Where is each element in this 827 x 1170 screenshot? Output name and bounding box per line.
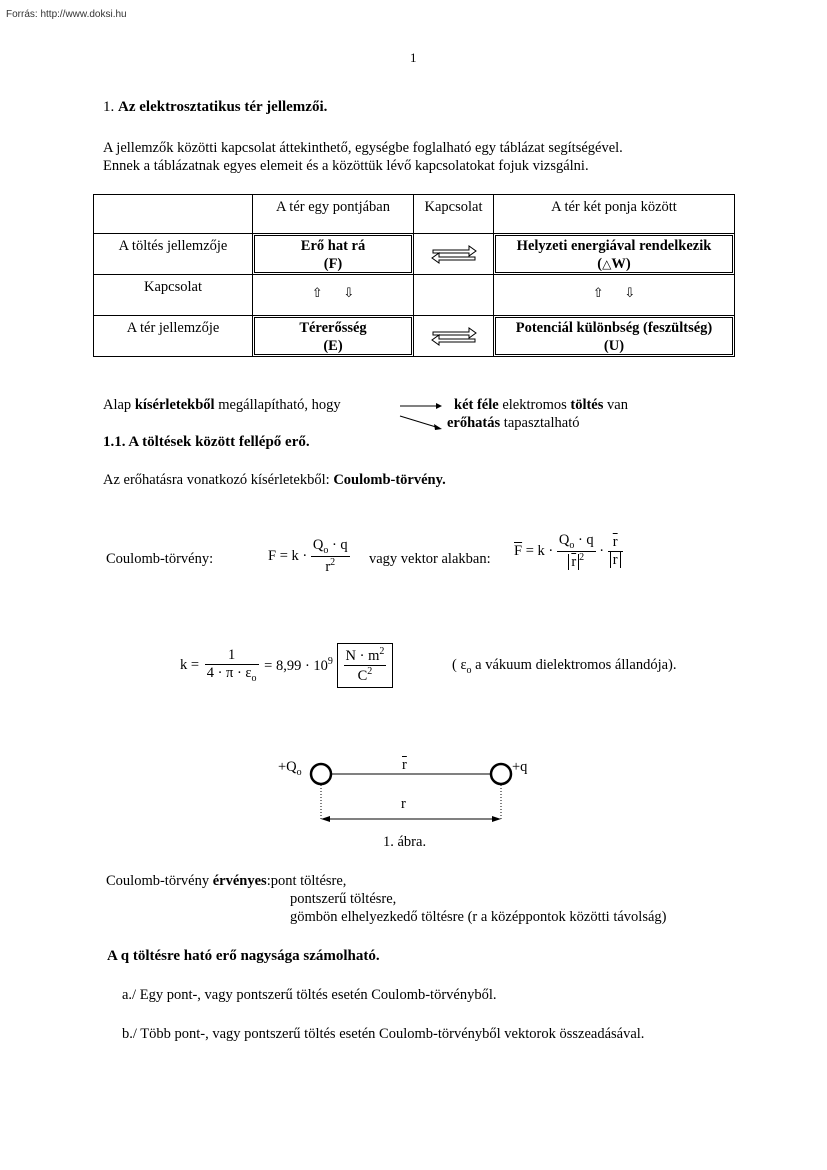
result-two-charges: két féle elektromos töltés van [454, 397, 628, 413]
cell-field-strength: Térerősség (E) [252, 315, 414, 357]
validity-item-2: pontszerű töltésre, [290, 891, 397, 907]
charge-q-label: +q [512, 759, 528, 775]
cell-relation-3 [413, 315, 494, 357]
coulomb-formula: F = k · $\frac{Q_o \cdot q}{r^2}$ [268, 537, 348, 575]
double-arrow-icon [429, 243, 479, 265]
r-distance-label: r [401, 796, 406, 812]
up-arrow-icon: ⇧ [311, 286, 323, 301]
table-corner-cell [93, 194, 253, 234]
k-formula: k = $\frac{1}{4 \cdot \pi \cdot \varepsilon_o}$ = $8,99 \cdot 10^9$ $\frac{N \cdot m^2}{C^2}$ [180, 643, 393, 688]
result-force: erőhatás tapasztalható [447, 415, 580, 431]
epsilon-note: ( $\varepsilon_o$ a vákuum dielektromos állandója). [452, 657, 677, 676]
cell-vertical-arrows-right [493, 274, 735, 316]
validity-label: Coulomb-törvény érvényes:pont töltésre, [106, 873, 347, 889]
charges-diagram [300, 755, 528, 830]
charge-q0-circle [311, 764, 331, 784]
case-b: b./ Több pont-, vagy pontszerű töltés esetén Coulomb-törvényből vektorok összeadásával. [122, 1026, 645, 1042]
vector-form-text: vagy vektor alakban: [369, 551, 491, 567]
coulomb-vector-formula: $\overline{F} = k$ · $\frac{Q_o \cdot q}{\overline{r} ^2}$ · $\frac{\overline{r}}{r}$ [514, 532, 623, 571]
page-number: 1 [410, 50, 417, 65]
cell-vertical-arrows-left [252, 274, 414, 316]
arrow-right-icon [492, 816, 501, 822]
arrow-left-icon [321, 816, 330, 822]
down-arrow-icon: ⇩ [343, 286, 355, 301]
page-heading: 1. Az elektrosztatikus tér jellemzői. [103, 99, 328, 115]
cell-empty [413, 274, 494, 316]
experiments-text: Alap kísérletekből megállapítható, hogy [103, 397, 341, 413]
formula-label: Coulomb-törvény: [106, 551, 214, 567]
down-arrow-icon: ⇩ [624, 286, 636, 301]
cell-potential-energy: Helyzeti energiával rendelkezik (△W) [493, 233, 735, 275]
table-header-two-points: A tér két ponja között [493, 194, 735, 234]
section-heading: 1.1. A töltések között fellépő erő. [103, 434, 310, 450]
cell-relation-1 [413, 233, 494, 275]
force-heading: A q töltésre ható erő nagysága számolható. [107, 948, 380, 964]
up-arrow-icon: ⇧ [592, 286, 604, 301]
cell-force: Erő hat rá (F) [252, 233, 414, 275]
row-label-charge: A töltés jellemzője [93, 233, 253, 275]
table-header-point: A tér egy pontjában [252, 194, 414, 234]
charge-q0-label: $+Q_o$ [278, 759, 302, 778]
source-url[interactable]: Forrás: http://www.doksi.hu [6, 9, 127, 20]
charge-q-circle [491, 764, 511, 784]
validity-item-3: gömbön elhelyezkedő töltésre (r a középpontok közötti távolság) [290, 909, 667, 925]
double-arrow-icon [429, 325, 479, 347]
figure-caption: 1. ábra. [383, 834, 427, 850]
intro-line-2: Ennek a táblázatnak egyes elemeit és a közöttük lévő kapcsolatokat fojuk vizsgálni. [103, 158, 589, 174]
row-label-relation: Kapcsolat [93, 274, 253, 316]
branch-arrows [398, 398, 444, 438]
coulomb-intro: Az erőhatásra vonatkozó kísérletekből: Coulomb-törvény. [103, 472, 446, 488]
case-a: a./ Egy pont-, vagy pontszerű töltés esetén Coulomb-törvényből. [122, 987, 497, 1003]
cell-potential-difference: Potenciál különbség (feszültség) (U) [493, 315, 735, 357]
row-label-field: A tér jellemzője [93, 315, 253, 357]
intro-line-1: A jellemzők közötti kapcsolat áttekinthető, egységbe foglalható egy táblázat segítségével. [103, 140, 623, 156]
r-vector-label: $\overline{r}$ [402, 757, 407, 773]
table-header-relation: Kapcsolat [413, 194, 494, 234]
